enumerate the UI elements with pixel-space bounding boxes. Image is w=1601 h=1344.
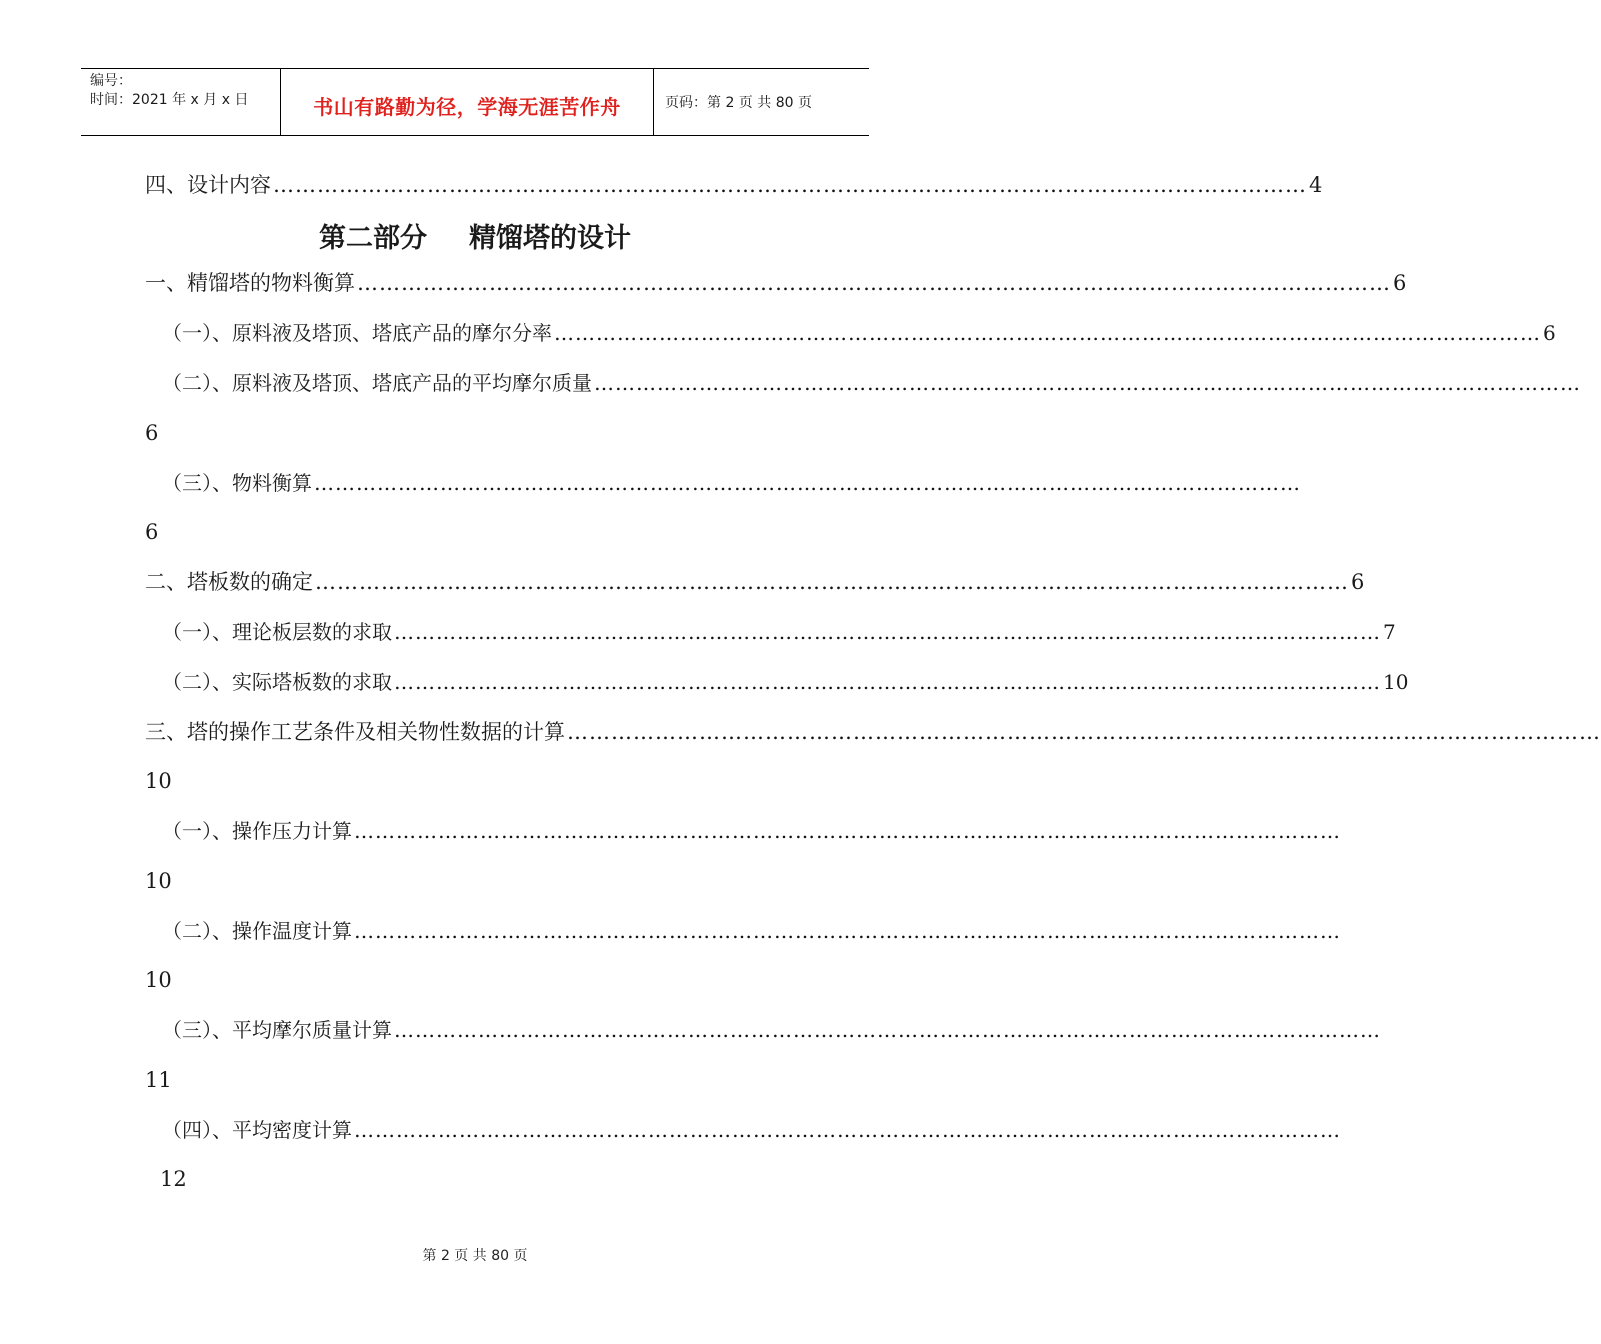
toc-leader-dots: …………………………………………………………………………………………………………………………… [354, 819, 1341, 843]
toc-entry-title: 三、塔的操作工艺条件及相关物性数据的计算 [145, 720, 565, 744]
toc-entry[interactable] [162, 468, 1301, 498]
toc-leader-dots: …………………………………………………………………………………………………………………………… [315, 570, 1349, 594]
toc-entry[interactable] [162, 318, 1556, 348]
header-motto-cell [281, 69, 654, 135]
toc-entry-page[interactable]: 6 [145, 520, 159, 544]
toc-entry[interactable] [162, 816, 1341, 846]
toc-entry-title: （一）、原料液及塔顶、塔底产品的摩尔分率 [162, 321, 552, 345]
header-page-info: 页码：第 2 页 共 80 页 [665, 95, 812, 111]
toc-entry-title: 二、塔板数的确定 [145, 570, 313, 594]
toc-leader-dots: …………………………………………………………………………………………………………………………… [354, 919, 1341, 943]
toc-entry-page[interactable]: 12 [160, 1167, 187, 1191]
page-header [81, 68, 869, 136]
toc-entry[interactable] [162, 368, 1581, 398]
part-title-name: 精馏塔的设计 [469, 223, 631, 254]
toc-entry-page[interactable]: 6 [145, 421, 159, 445]
toc-entry[interactable] [145, 268, 1407, 298]
toc-leader-dots: …………………………………………………………………………………………………………………………… [567, 720, 1601, 744]
header-number-label: 编号： [90, 73, 132, 89]
toc-entry-page[interactable]: 10 [145, 968, 172, 992]
page-footer: 第 2 页 共 80 页 [422, 1248, 528, 1264]
toc-leader-dots: …………………………………………………………………………………………………………………………… [273, 173, 1307, 197]
toc-entry-title: （三）、平均摩尔质量计算 [162, 1018, 392, 1042]
toc-entry[interactable] [145, 170, 1323, 200]
toc-leader-dots: …………………………………………………………………………………………………………………………… [594, 371, 1581, 395]
part-title [0, 216, 950, 255]
toc-entry[interactable] [162, 667, 1409, 697]
toc-entry-page: 10 [1383, 670, 1409, 694]
toc-entry[interactable] [162, 617, 1396, 647]
header-meta-cell [81, 69, 281, 135]
toc-entry-title: （一）、理论板层数的求取 [162, 620, 392, 644]
toc-entry[interactable] [162, 1015, 1381, 1045]
toc-leader-dots: …………………………………………………………………………………………………………………………… [394, 1018, 1381, 1042]
toc-entry-page[interactable]: 11 [145, 1068, 172, 1092]
header-time-label: 时间：2021 年 x 月 x 日 [90, 92, 249, 108]
toc-entry-page[interactable]: 10 [145, 769, 172, 793]
toc-entry-page: 6 [1351, 570, 1365, 594]
toc-entry[interactable] [145, 717, 1601, 747]
toc-entry-title: （一）、操作压力计算 [162, 819, 352, 843]
toc-entry-page: 4 [1309, 173, 1323, 197]
toc-entry[interactable] [162, 1115, 1341, 1145]
toc-entry[interactable] [145, 567, 1365, 597]
toc-leader-dots: …………………………………………………………………………………………………………………………… [314, 471, 1301, 495]
part-title-number: 第二部分 [319, 223, 427, 254]
toc-entry-title: 一、精馏塔的物料衡算 [145, 271, 355, 295]
toc-entry[interactable] [162, 916, 1341, 946]
toc-entry-page: 6 [1543, 321, 1556, 345]
toc-entry-page: 6 [1393, 271, 1407, 295]
header-page-cell [654, 69, 869, 135]
toc-leader-dots: …………………………………………………………………………………………………………………………… [394, 620, 1381, 644]
toc-entry-title: （三）、物料衡算 [162, 471, 312, 495]
toc-entry-page: 7 [1383, 620, 1396, 644]
toc-leader-dots: …………………………………………………………………………………………………………………………… [554, 321, 1541, 345]
toc-leader-dots: …………………………………………………………………………………………………………………………… [394, 670, 1381, 694]
toc-leader-dots: …………………………………………………………………………………………………………………………… [354, 1118, 1341, 1142]
header-motto: 书山有路勤为径，学海无涯苦作舟 [313, 94, 621, 119]
toc-entry-title: （四）、平均密度计算 [162, 1118, 352, 1142]
toc-entry-page[interactable]: 10 [145, 869, 172, 893]
toc-entry-title: （二）、原料液及塔顶、塔底产品的平均摩尔质量 [162, 371, 592, 395]
toc-entry-title: （二）、操作温度计算 [162, 919, 352, 943]
toc-entry-title: 四、设计内容 [145, 173, 271, 197]
toc-leader-dots: …………………………………………………………………………………………………………………………… [357, 271, 1391, 295]
toc-entry-title: （二）、实际塔板数的求取 [162, 670, 392, 694]
